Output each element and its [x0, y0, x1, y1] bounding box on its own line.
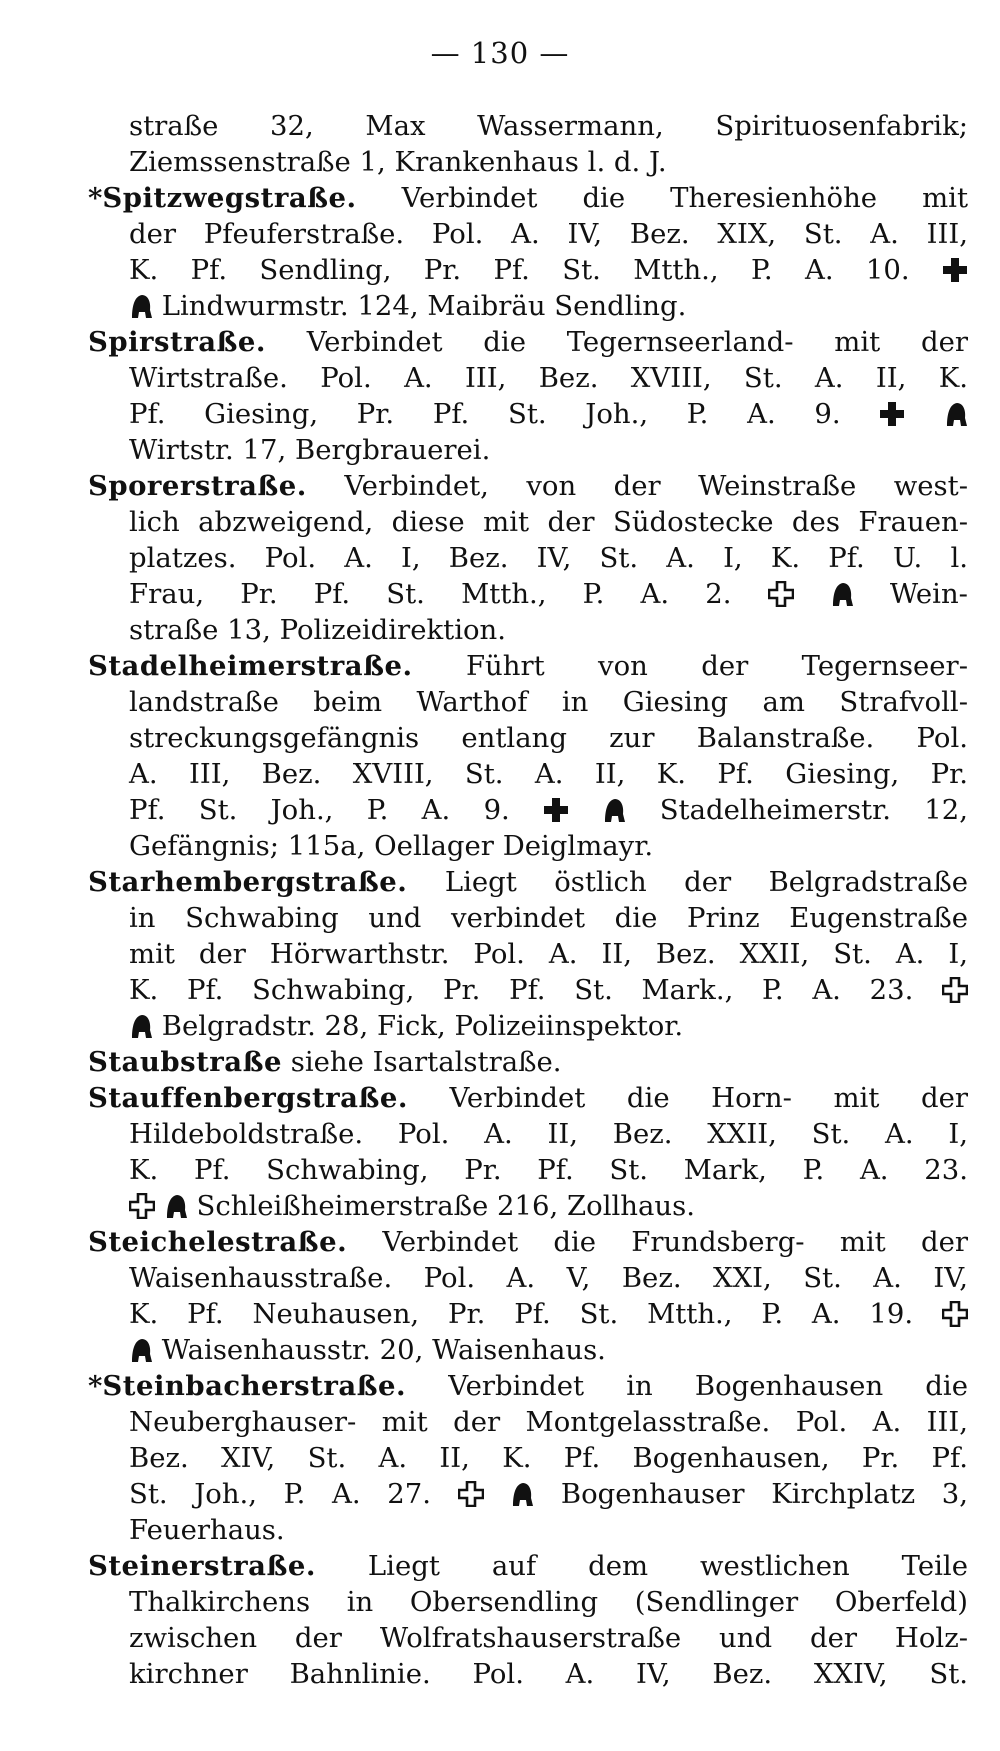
entry-text: Wirtstraße. Pol. A. III, Bez. XVIII, St. A. II, K. — [129, 362, 968, 394]
fire-helmet-icon — [944, 401, 968, 427]
page-number: — 130 — — [430, 36, 570, 70]
entry-text-line — [88, 612, 968, 648]
red-cross-outline-icon — [458, 1481, 484, 1507]
entry-text: Verbindet die Theresienhöhe mit — [401, 182, 968, 214]
entry-text: Verbindet, von der Weinstraße west- — [344, 470, 968, 502]
entry-text: Neuberghauser- mit der Montgelasstraße. Pol. A. III, — [129, 1406, 968, 1438]
entry-text-line — [88, 360, 968, 396]
entry-text: Thalkirchens in Obersendling (Sendlinger Oberfeld) — [129, 1586, 968, 1618]
entry-text-tail: Bogenhauser Kirchplatz 3, — [560, 1478, 968, 1510]
new-entry-marker: * — [88, 182, 103, 214]
entry-text-line — [88, 1332, 968, 1368]
entry-text-line — [88, 1584, 968, 1620]
fire-helmet-icon — [164, 1193, 188, 1219]
entry-text: siehe Isartalstraße. — [290, 1046, 562, 1078]
entry-text: Feuerhaus. — [129, 1514, 285, 1546]
entry-text-line — [88, 1296, 968, 1332]
entry-text-line — [88, 252, 968, 288]
street-name-heading: Spirstraße. — [88, 326, 266, 358]
street-name-heading: Sporerstraße. — [88, 470, 307, 502]
entry-heading-line — [88, 1224, 968, 1260]
red-cross-outline-icon — [129, 1193, 155, 1219]
entry-text: in Schwabing und verbindet die Prinz Eugenstraße — [129, 902, 968, 934]
street-name-heading: Spitzwegstraße. — [102, 182, 357, 214]
entry-text-line — [88, 792, 968, 828]
red-cross-outline-icon — [942, 977, 968, 1003]
red-cross-outline-icon — [768, 581, 794, 607]
entry-text-line — [88, 1008, 968, 1044]
entry-text: Pf. Giesing, Pr. Pf. St. Joh., P. A. 9. — [129, 398, 841, 430]
fire-helmet-icon — [830, 581, 854, 607]
entry-text: Führt von der Tegernseer- — [465, 650, 968, 682]
entry-text: Waisenhausstr. 20, Waisenhaus. — [161, 1334, 606, 1366]
entry-text-line — [88, 108, 968, 144]
entry-heading-line — [88, 1548, 968, 1584]
entry-text: K. Pf. Schwabing, Pr. Pf. St. Mark, P. A. 23. — [129, 1154, 968, 1186]
entry-text: Verbindet die Horn- mit der — [449, 1082, 968, 1114]
street-name-heading: Steichelestraße. — [88, 1226, 348, 1258]
entry-text: der Pfeuferstraße. Pol. A. IV, Bez. XIX, St. A. III, — [129, 218, 968, 250]
entry-text: streckungsgefängnis entlang zur Balanstraße. Pol. — [129, 722, 968, 754]
entry-text-line — [88, 540, 968, 576]
entry-text: platzes. Pol. A. I, Bez. IV, St. A. I, K. Pf. U. l. — [129, 542, 968, 574]
entry-text-line — [88, 1512, 968, 1548]
entry-text-line — [88, 756, 968, 792]
entry-heading-line — [88, 180, 968, 216]
entry-text-line — [88, 1656, 968, 1692]
entry-text-line — [88, 1476, 968, 1512]
fire-helmet-icon — [129, 293, 153, 319]
entry-text: straße 32, Max Wassermann, Spirituosenfabrik; — [129, 110, 968, 142]
street-name-heading: Stauffenbergstraße. — [88, 1082, 408, 1114]
entry-text: Wirtstr. 17, Bergbrauerei. — [129, 434, 491, 466]
entry-text: St. Joh., P. A. 27. — [129, 1478, 431, 1510]
entry-text: K. Pf. Sendling, Pr. Pf. St. Mtth., P. A. 10. — [129, 254, 910, 286]
entry-text-line — [88, 432, 968, 468]
entry-text-line — [88, 1404, 968, 1440]
entry-text-line — [88, 144, 968, 180]
entry-text: Frau, Pr. Pf. St. Mtth., P. A. 2. — [129, 578, 732, 610]
fire-helmet-icon — [129, 1013, 153, 1039]
entry-text: Gefängnis; 115a, Oellager Deiglmayr. — [129, 830, 654, 862]
entry-text: kirchner Bahnlinie. Pol. A. IV, Bez. XXIV, St. — [129, 1658, 968, 1690]
entry-text-line — [88, 504, 968, 540]
entry-text-line — [88, 828, 968, 864]
entry-text: Pf. St. Joh., P. A. 9. — [129, 794, 510, 826]
entry-text: Ziemssenstraße 1, Krankenhaus l. d. J. — [129, 146, 667, 178]
entry-text-line — [88, 972, 968, 1008]
entry-text: straße 13, Polizeidirektion. — [129, 614, 506, 646]
street-name-heading: Steinerstraße. — [88, 1550, 316, 1582]
street-name-heading: Staubstraße — [88, 1046, 282, 1078]
entry-text-line — [88, 684, 968, 720]
entry-text: zwischen der Wolfratshauserstraße und der Holz- — [129, 1622, 968, 1654]
fire-helmet-icon — [510, 1481, 534, 1507]
entry-text: mit der Hörwarthstr. Pol. A. II, Bez. XXII, St. A. I, — [129, 938, 968, 970]
red-cross-filled-icon — [543, 797, 569, 823]
entry-text-line — [88, 1260, 968, 1296]
entry-heading-line — [88, 324, 968, 360]
street-name-heading: Starhembergstraße. — [88, 866, 408, 898]
entry-text-line — [88, 936, 968, 972]
entry-text-line — [88, 1152, 968, 1188]
entry-text-line — [88, 576, 968, 612]
entry-heading-line — [88, 1368, 968, 1404]
entry-text: Bez. XIV, St. A. II, K. Pf. Bogenhausen, Pr. Pf. — [129, 1442, 968, 1474]
new-entry-marker: * — [88, 1370, 103, 1402]
entry-text-line — [88, 1116, 968, 1152]
fire-helmet-icon — [129, 1337, 153, 1363]
street-name-heading: Stadelheimerstraße. — [88, 650, 413, 682]
entry-heading-line — [88, 648, 968, 684]
entry-text-line — [88, 216, 968, 252]
red-cross-outline-icon — [942, 1301, 968, 1327]
fire-helmet-icon — [602, 797, 626, 823]
street-name-heading: Steinbacherstraße. — [102, 1370, 407, 1402]
entry-text: Verbindet in Bogenhausen die — [448, 1370, 968, 1402]
entry-text: Waisenhausstraße. Pol. A. V, Bez. XXI, St. A. IV, — [129, 1262, 968, 1294]
entry-text: Verbindet die Tegernseerland- mit der — [306, 326, 968, 358]
red-cross-filled-icon — [879, 401, 905, 427]
entry-heading-line — [88, 864, 968, 900]
entry-text: K. Pf. Schwabing, Pr. Pf. St. Mark., P. A. 23. — [129, 974, 914, 1006]
entry-text: Liegt auf dem westlichen Teile — [367, 1550, 968, 1582]
entry-text: Hildeboldstraße. Pol. A. II, Bez. XXII, St. A. I, — [129, 1118, 968, 1150]
entry-text-tail: Stadelheimerstr. 12, — [659, 794, 968, 826]
entry-text: A. III, Bez. XVIII, St. A. II, K. Pf. Giesing, Pr. — [129, 758, 968, 790]
entry-text: lich abzweigend, diese mit der Südostecke des Frauen- — [129, 506, 968, 538]
entry-text-line — [88, 1440, 968, 1476]
entry-text: Lindwurmstr. 124, Maibräu Sendling. — [161, 290, 687, 322]
entry-text: Verbindet die Frundsberg- mit der — [382, 1226, 968, 1258]
entry-heading-line — [88, 1044, 968, 1080]
entry-text-line — [88, 288, 968, 324]
entry-heading-line — [88, 468, 968, 504]
entry-text-line — [88, 1188, 968, 1224]
entry-text: Liegt östlich der Belgradstraße — [444, 866, 968, 898]
entry-text: landstraße beim Warthof in Giesing am Strafvoll- — [129, 686, 968, 718]
street-directory-entries — [88, 108, 968, 1692]
entry-text-tail: Wein- — [889, 578, 968, 610]
entry-text: Belgradstr. 28, Fick, Polizeiinspektor. — [161, 1010, 684, 1042]
entry-text: Schleißheimerstraße 216, Zollhaus. — [196, 1190, 695, 1222]
red-cross-filled-icon — [942, 257, 968, 283]
entry-text-line — [88, 1620, 968, 1656]
entry-heading-line — [88, 1080, 968, 1116]
entry-text-line — [88, 900, 968, 936]
entry-text-line — [88, 396, 968, 432]
entry-text: K. Pf. Neuhausen, Pr. Pf. St. Mtth., P. A. 19. — [129, 1298, 914, 1330]
entry-text-line — [88, 720, 968, 756]
